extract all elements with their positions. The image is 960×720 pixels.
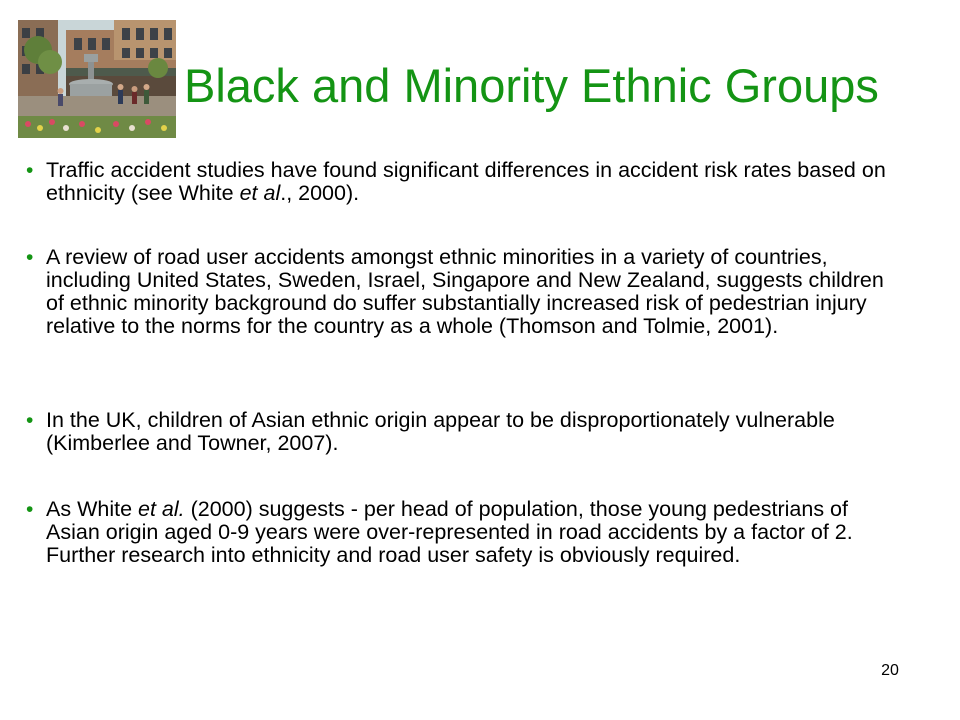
bullet-icon: •	[26, 498, 34, 521]
bullet-icon: •	[26, 246, 34, 269]
bullet-item	[26, 409, 906, 498]
bullet-text: As White et al. (2000) suggests - per head of population, those young pedestrians of Asian origin aged 0-9 years were over-represented in road accidents by a factor of 2. Further research into ethnicity and road user safety is obviously required.	[46, 497, 853, 567]
slide-title: Black and Minority Ethnic Groups	[184, 59, 879, 112]
bullet-text: A review of road user accidents amongst ethnic minorities in a variety of countries, including United States, Sweden, Israel, Singapore and New Zealand, suggests children of ethnic minority background do suffer substantially increased risk of pedestrian injury relative to the norms for the country as a whole (Thomson and Tolmie, 2001).	[46, 245, 884, 338]
street-scene-photo	[18, 20, 176, 138]
bullet-item	[26, 159, 906, 246]
bullet-icon: •	[26, 409, 34, 432]
bullet-item	[26, 498, 906, 608]
street-scene-image	[18, 20, 176, 138]
bullet-icon: •	[26, 159, 34, 182]
page-number: 20	[881, 662, 899, 679]
bullet-list	[26, 159, 906, 608]
bullet-text: In the UK, children of Asian ethnic origin appear to be disproportionately vulnerable (Kimberlee and Towner, 2007).	[46, 408, 835, 455]
bullet-item	[26, 246, 906, 409]
bullet-text: Traffic accident studies have found significant differences in accident risk rates based on ethnicity (see White et al., 2000).	[46, 158, 886, 205]
